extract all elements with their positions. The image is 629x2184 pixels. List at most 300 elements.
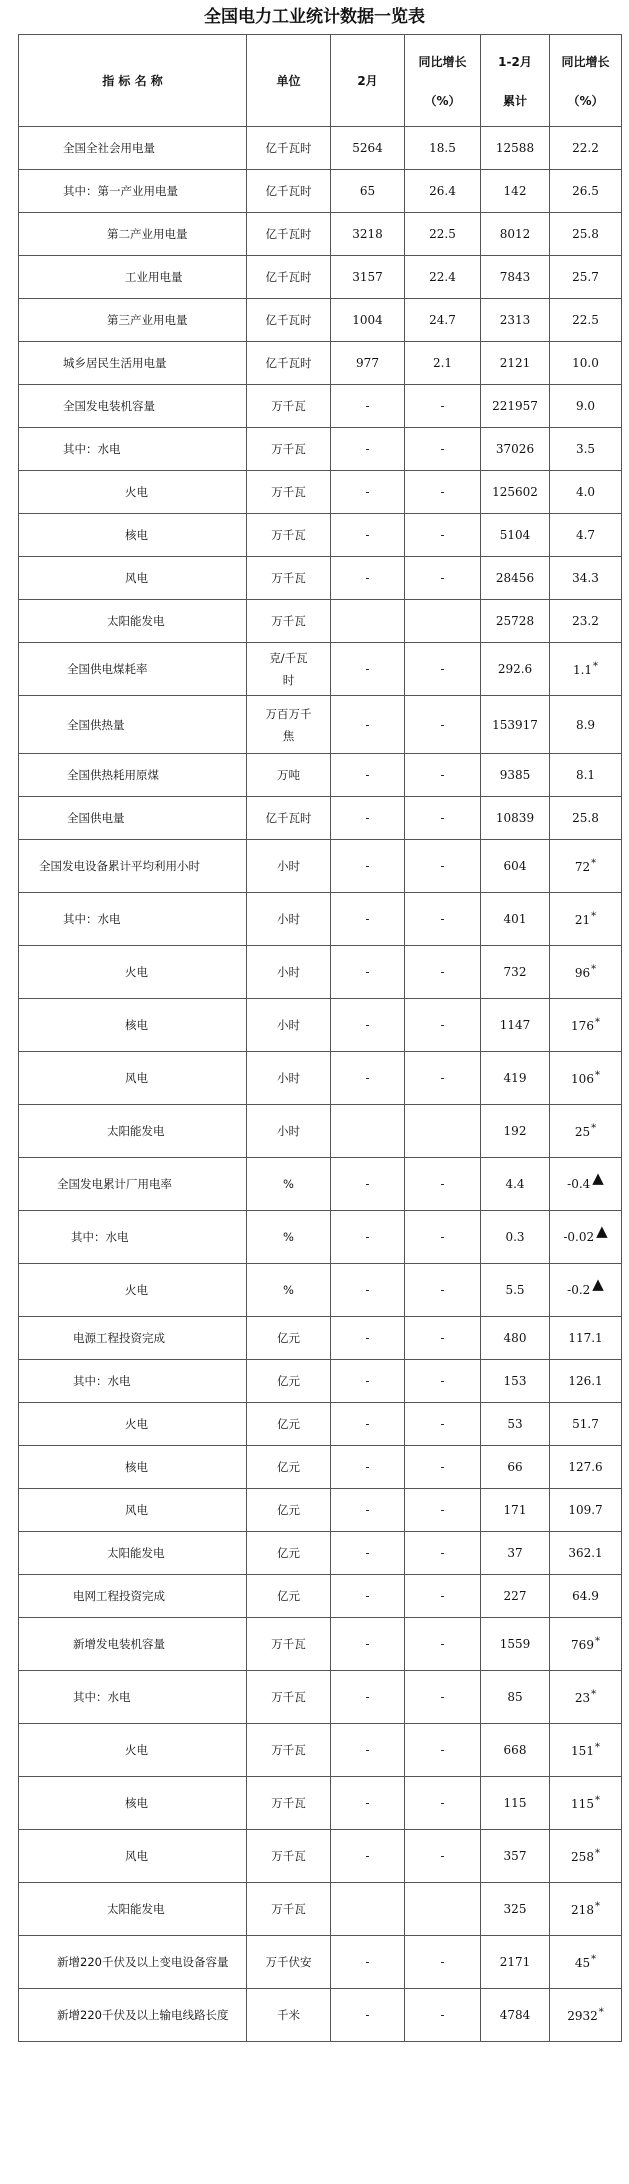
table-body (19, 127, 622, 2042)
cumulative-yoy-cell (550, 754, 622, 797)
indicator-cell: 风电 (19, 1489, 247, 1532)
cumulative-value-cell: 171 (481, 1489, 550, 1532)
table-row (19, 797, 622, 840)
month-value-cell: - (331, 1403, 405, 1446)
month-yoy-cell: - (405, 514, 481, 557)
month-yoy-cell: - (405, 1618, 481, 1671)
cumulative-yoy-cell (550, 1360, 622, 1403)
header-yoy-month (405, 35, 481, 127)
unit-cell: 万千瓦 (247, 514, 331, 557)
indicator-cell: 新增发电装机容量 (19, 1618, 247, 1671)
asterisk-note-mark: * (594, 1742, 600, 1753)
month-yoy-cell (405, 1883, 481, 1936)
month-value-cell: - (331, 1360, 405, 1403)
table-row (19, 1618, 622, 1671)
header-row (19, 35, 622, 127)
cumulative-value-cell: 1147 (481, 999, 550, 1052)
cumulative-yoy-cell (550, 1532, 622, 1575)
indicator-cell: 火电 (19, 1264, 247, 1317)
indicator-cell: 火电 (19, 1724, 247, 1777)
month-value-cell: - (331, 1158, 405, 1211)
table-row (19, 754, 622, 797)
indicator-cell: 核电 (19, 999, 247, 1052)
cumulative-yoy-value: 127.6 (568, 1460, 603, 1474)
cumulative-yoy-value: 25 (574, 1125, 591, 1139)
month-yoy-cell: - (405, 1446, 481, 1489)
month-yoy-cell: - (405, 1532, 481, 1575)
table-row (19, 1052, 622, 1105)
cumulative-value-cell: 4784 (481, 1989, 550, 2042)
month-value-cell: - (331, 946, 405, 999)
cumulative-value-cell: 668 (481, 1724, 550, 1777)
cumulative-yoy-value: 151 (571, 1744, 594, 1758)
cumulative-yoy-value: 176 (571, 1019, 594, 1033)
indicator-cell: 火电 (19, 946, 247, 999)
cumulative-value-cell: 2171 (481, 1936, 550, 1989)
cumulative-yoy-value: 23 (574, 1691, 591, 1705)
asterisk-note-mark: * (591, 1954, 597, 1965)
header-unit: 单位 (247, 35, 331, 127)
cumulative-yoy-value: 34.3 (572, 571, 599, 585)
cumulative-yoy-value: 2932 (567, 2009, 598, 2023)
cumulative-value-cell: 7843 (481, 256, 550, 299)
header-indicator: 指 标 名 称 (19, 35, 247, 127)
table-row (19, 299, 622, 342)
asterisk-note-mark: * (594, 1017, 600, 1028)
unit-cell: 万千瓦 (247, 557, 331, 600)
month-yoy-cell: - (405, 1575, 481, 1618)
unit-cell: 万千瓦 (247, 428, 331, 471)
indicator-cell: 风电 (19, 557, 247, 600)
unit-cell: 亿千瓦时 (247, 256, 331, 299)
cumulative-yoy-cell (550, 1052, 622, 1105)
asterisk-note-mark: * (591, 964, 597, 975)
month-value-cell: - (331, 514, 405, 557)
table-row (19, 600, 622, 643)
month-yoy-cell: - (405, 1777, 481, 1830)
cumulative-yoy-value: 25.8 (572, 227, 599, 241)
unit-cell: 万千瓦 (247, 600, 331, 643)
cumulative-yoy-value: 72 (574, 860, 591, 874)
cumulative-value-cell: 5.5 (481, 1264, 550, 1317)
cumulative-yoy-value: 22.2 (572, 141, 599, 155)
cumulative-yoy-cell (550, 514, 622, 557)
asterisk-note-mark: * (591, 911, 597, 922)
month-value-cell: - (331, 1052, 405, 1105)
indicator-cell: 风电 (19, 1052, 247, 1105)
table-row (19, 256, 622, 299)
month-yoy-cell: - (405, 428, 481, 471)
cumulative-yoy-cell (550, 385, 622, 428)
indicator-cell: 全国全社会用电量 (19, 127, 247, 170)
unit-cell: 万千瓦 (247, 1830, 331, 1883)
indicator-cell: 电网工程投资完成 (19, 1575, 247, 1618)
cumulative-yoy-cell (550, 840, 622, 893)
cumulative-value-cell: 221957 (481, 385, 550, 428)
cumulative-value-cell: 153917 (481, 696, 550, 754)
unit-cell: 亿元 (247, 1489, 331, 1532)
month-yoy-cell: - (405, 1158, 481, 1211)
cumulative-yoy-value: 4.7 (575, 528, 596, 542)
table-row (19, 1317, 622, 1360)
table-row (19, 1211, 622, 1264)
cumulative-yoy-value: 45 (574, 1956, 591, 1970)
cumulative-value-cell: 1559 (481, 1618, 550, 1671)
header-yoy-month-line1: 同比增长 (418, 54, 467, 69)
month-value-cell: - (331, 999, 405, 1052)
cumulative-yoy-cell (550, 299, 622, 342)
month-yoy-cell: - (405, 946, 481, 999)
month-value-cell: - (331, 1618, 405, 1671)
month-yoy-cell: 22.5 (405, 213, 481, 256)
table-row (19, 1671, 622, 1724)
cumulative-value-cell: 37 (481, 1532, 550, 1575)
cumulative-value-cell: 66 (481, 1446, 550, 1489)
cumulative-value-cell: 25728 (481, 600, 550, 643)
table-row (19, 893, 622, 946)
cumulative-value-cell: 5104 (481, 514, 550, 557)
cumulative-yoy-value: 25.8 (572, 811, 599, 825)
table-row (19, 1105, 622, 1158)
cumulative-yoy-cell (550, 696, 622, 754)
asterisk-note-mark: * (594, 1636, 600, 1647)
month-value-cell: - (331, 557, 405, 600)
indicator-cell: 第二产业用电量 (19, 213, 247, 256)
table-row (19, 1777, 622, 1830)
cumulative-yoy-cell (550, 1317, 622, 1360)
indicator-cell: 核电 (19, 1446, 247, 1489)
cumulative-value-cell: 8012 (481, 213, 550, 256)
month-yoy-cell: - (405, 643, 481, 696)
unit-cell: 亿千瓦时 (247, 299, 331, 342)
table-row (19, 514, 622, 557)
cumulative-yoy-value: 26.5 (572, 184, 599, 198)
unit-cell: 万千瓦 (247, 471, 331, 514)
indicator-cell: 城乡居民生活用电量 (19, 342, 247, 385)
month-value-cell: - (331, 1936, 405, 1989)
month-value-cell (331, 1883, 405, 1936)
table-row (19, 342, 622, 385)
month-yoy-cell: - (405, 1489, 481, 1532)
asterisk-note-mark: * (591, 858, 597, 869)
month-yoy-cell: - (405, 1211, 481, 1264)
month-value-cell: 5264 (331, 127, 405, 170)
cumulative-value-cell: 53 (481, 1403, 550, 1446)
cumulative-yoy-cell (550, 1830, 622, 1883)
unit-cell: 小时 (247, 946, 331, 999)
indicator-cell: 风电 (19, 1830, 247, 1883)
cumulative-yoy-value: 8.9 (575, 717, 596, 732)
cumulative-yoy-value: 25.7 (572, 270, 599, 284)
cumulative-yoy-cell (550, 557, 622, 600)
cumulative-yoy-cell (550, 1883, 622, 1936)
indicator-cell: 核电 (19, 1777, 247, 1830)
indicator-cell: 全国发电设备累计平均利用小时 (19, 840, 247, 893)
unit-cell: 万千瓦 (247, 1724, 331, 1777)
cumulative-value-cell: 125602 (481, 471, 550, 514)
cumulative-yoy-cell (550, 256, 622, 299)
month-value-cell: - (331, 1264, 405, 1317)
unit-cell: % (247, 1264, 331, 1317)
month-yoy-cell: - (405, 893, 481, 946)
table-row (19, 557, 622, 600)
cumulative-yoy-value: -0.2 (567, 1283, 591, 1297)
indicator-cell: 新增220千伏及以上变电设备容量 (19, 1936, 247, 1989)
unit-cell: 亿元 (247, 1317, 331, 1360)
month-yoy-cell: - (405, 1264, 481, 1317)
asterisk-note-mark: * (594, 1848, 600, 1859)
month-value-cell: - (331, 1724, 405, 1777)
indicator-cell: 全国发电累计厂用电率 (19, 1158, 247, 1211)
unit-cell: 万千伏安 (247, 1936, 331, 1989)
unit-cell: 亿元 (247, 1532, 331, 1575)
cumulative-value-cell: 142 (481, 170, 550, 213)
cumulative-yoy-cell (550, 1724, 622, 1777)
unit-cell: 亿元 (247, 1360, 331, 1403)
month-yoy-cell: - (405, 557, 481, 600)
cumulative-value-cell: 419 (481, 1052, 550, 1105)
cumulative-value-cell: 9385 (481, 754, 550, 797)
month-yoy-cell: - (405, 1989, 481, 2042)
cumulative-value-cell: 2313 (481, 299, 550, 342)
month-yoy-cell (405, 600, 481, 643)
unit-cell: % (247, 1211, 331, 1264)
unit-cell: 亿千瓦时 (247, 170, 331, 213)
cumulative-yoy-value: 64.9 (572, 1589, 599, 1603)
cumulative-value-cell: 192 (481, 1105, 550, 1158)
month-value-cell: - (331, 1532, 405, 1575)
unit-cell: 小时 (247, 893, 331, 946)
month-value-cell: - (331, 1671, 405, 1724)
unit-cell: 千米 (247, 1989, 331, 2042)
cumulative-yoy-value: 258 (571, 1850, 594, 1864)
table-row (19, 1264, 622, 1317)
month-yoy-cell: 26.4 (405, 170, 481, 213)
unit-cell: 亿千瓦时 (247, 127, 331, 170)
month-yoy-cell: - (405, 840, 481, 893)
cumulative-yoy-value: 1.1 (572, 663, 593, 677)
cumulative-yoy-cell (550, 1989, 622, 2042)
unit-cell: 万百万千焦 (247, 696, 331, 754)
table-row (19, 999, 622, 1052)
month-yoy-cell: - (405, 696, 481, 754)
month-value-cell: - (331, 1446, 405, 1489)
table-row (19, 170, 622, 213)
month-yoy-cell: - (405, 1936, 481, 1989)
cumulative-value-cell: 10839 (481, 797, 550, 840)
indicator-cell: 其中：水电 (19, 428, 247, 471)
month-value-cell: - (331, 1575, 405, 1618)
triangle-note-mark: ▲ (592, 1169, 604, 1187)
indicator-cell: 其中：第一产业用电量 (19, 170, 247, 213)
unit-cell: 亿千瓦时 (247, 797, 331, 840)
cumulative-yoy-value: 218 (571, 1903, 594, 1917)
table-row (19, 471, 622, 514)
cumulative-yoy-cell (550, 1777, 622, 1830)
cumulative-yoy-cell (550, 1671, 622, 1724)
month-yoy-cell: 18.5 (405, 127, 481, 170)
unit-cell: 万千瓦 (247, 1883, 331, 1936)
month-value-cell: - (331, 643, 405, 696)
cumulative-yoy-cell (550, 893, 622, 946)
cumulative-yoy-value: -0.4 (567, 1177, 591, 1191)
unit-cell: 万千瓦 (247, 1671, 331, 1724)
indicator-cell: 第三产业用电量 (19, 299, 247, 342)
unit-cell: 亿千瓦时 (247, 342, 331, 385)
asterisk-note-mark: * (594, 1070, 600, 1081)
indicator-cell: 火电 (19, 471, 247, 514)
table-row (19, 1883, 622, 1936)
cumulative-value-cell: 37026 (481, 428, 550, 471)
table-row (19, 1989, 622, 2042)
month-yoy-cell: - (405, 1724, 481, 1777)
indicator-cell: 全国供热耗用原煤 (19, 754, 247, 797)
month-value-cell: - (331, 1211, 405, 1264)
header-cumulative-line2: 累计 (502, 93, 527, 108)
table-row (19, 946, 622, 999)
cumulative-yoy-value: 3.5 (575, 442, 596, 456)
month-value-cell: - (331, 754, 405, 797)
cumulative-value-cell: 357 (481, 1830, 550, 1883)
month-yoy-cell: - (405, 385, 481, 428)
table-row (19, 1360, 622, 1403)
month-yoy-cell: - (405, 1317, 481, 1360)
table-row (19, 840, 622, 893)
cumulative-yoy-value: 769 (571, 1638, 594, 1652)
asterisk-note-mark: * (593, 661, 599, 672)
month-yoy-cell: 2.1 (405, 342, 481, 385)
cumulative-yoy-value: 9.0 (575, 399, 596, 413)
month-yoy-cell: - (405, 797, 481, 840)
unit-cell: 万千瓦 (247, 1777, 331, 1830)
table-row (19, 1575, 622, 1618)
asterisk-note-mark: * (598, 2007, 604, 2018)
table-row (19, 428, 622, 471)
month-value-cell: - (331, 471, 405, 514)
asterisk-note-mark: * (591, 1689, 597, 1700)
table-row (19, 643, 622, 696)
cumulative-yoy-cell (550, 127, 622, 170)
table-row (19, 1489, 622, 1532)
unit-cell: 小时 (247, 840, 331, 893)
cumulative-value-cell: 732 (481, 946, 550, 999)
cumulative-yoy-cell (550, 1489, 622, 1532)
month-value-cell (331, 600, 405, 643)
cumulative-yoy-cell (550, 999, 622, 1052)
month-value-cell: 3218 (331, 213, 405, 256)
cumulative-value-cell: 227 (481, 1575, 550, 1618)
cumulative-value-cell: 115 (481, 1777, 550, 1830)
cumulative-yoy-cell (550, 170, 622, 213)
month-value-cell: - (331, 840, 405, 893)
table-row (19, 1446, 622, 1489)
month-yoy-cell: - (405, 471, 481, 514)
cumulative-yoy-value: 4.0 (575, 485, 596, 499)
unit-cell: 亿元 (247, 1446, 331, 1489)
cumulative-value-cell: 2121 (481, 342, 550, 385)
cumulative-yoy-cell (550, 643, 622, 696)
statistics-table (18, 34, 622, 2042)
unit-cell: 亿元 (247, 1403, 331, 1446)
triangle-note-mark: ▲ (592, 1275, 604, 1293)
table-row (19, 385, 622, 428)
cumulative-yoy-value: 22.5 (572, 313, 599, 327)
unit-cell: 万千瓦 (247, 385, 331, 428)
month-yoy-cell: - (405, 1052, 481, 1105)
header-cumulative-line1: 1-2月 (498, 54, 532, 69)
month-value-cell: 977 (331, 342, 405, 385)
month-yoy-cell: - (405, 754, 481, 797)
cumulative-yoy-cell (550, 1158, 622, 1211)
cumulative-yoy-value: 109.7 (568, 1503, 603, 1517)
indicator-cell: 工业用电量 (19, 256, 247, 299)
month-value-cell: - (331, 797, 405, 840)
month-value-cell: 3157 (331, 256, 405, 299)
month-yoy-cell: - (405, 1830, 481, 1883)
month-value-cell: - (331, 1317, 405, 1360)
indicator-cell: 其中：水电 (19, 1360, 247, 1403)
header-yoy-cumulative (550, 35, 622, 127)
table-title: 全国电力工业统计数据一览表 (204, 7, 425, 27)
table-row (19, 1158, 622, 1211)
cumulative-value-cell: 401 (481, 893, 550, 946)
unit-cell: 万吨 (247, 754, 331, 797)
cumulative-yoy-cell (550, 428, 622, 471)
indicator-cell: 全国供电煤耗率 (19, 643, 247, 696)
cumulative-value-cell: 153 (481, 1360, 550, 1403)
asterisk-note-mark: * (594, 1795, 600, 1806)
month-value-cell: 65 (331, 170, 405, 213)
unit-cell: 小时 (247, 1105, 331, 1158)
cumulative-yoy-cell (550, 471, 622, 514)
month-yoy-cell: - (405, 1671, 481, 1724)
cumulative-value-cell: 12588 (481, 127, 550, 170)
month-yoy-cell: - (405, 999, 481, 1052)
cumulative-yoy-cell (550, 1618, 622, 1671)
asterisk-note-mark: * (594, 1901, 600, 1912)
month-value-cell: - (331, 1489, 405, 1532)
month-yoy-cell: - (405, 1403, 481, 1446)
month-value-cell: - (331, 696, 405, 754)
table-row (19, 1403, 622, 1446)
cumulative-yoy-value: 115 (571, 1797, 594, 1811)
month-value-cell: - (331, 428, 405, 471)
indicator-cell: 其中：水电 (19, 1671, 247, 1724)
cumulative-yoy-value: 126.1 (568, 1374, 603, 1388)
table-row (19, 1936, 622, 1989)
cumulative-yoy-cell (550, 1105, 622, 1158)
table-row (19, 1830, 622, 1883)
month-value-cell: - (331, 1989, 405, 2042)
table-row (19, 127, 622, 170)
indicator-cell: 全国发电装机容量 (19, 385, 247, 428)
cumulative-yoy-cell (550, 600, 622, 643)
cumulative-value-cell: 292.6 (481, 643, 550, 696)
header-yoy-cumulative-line1: 同比增长 (561, 54, 610, 69)
asterisk-note-mark: * (591, 1123, 597, 1134)
unit-cell: 亿千瓦时 (247, 213, 331, 256)
indicator-cell: 新增220千伏及以上输电线路长度 (19, 1989, 247, 2042)
month-yoy-cell: 22.4 (405, 256, 481, 299)
indicator-cell: 全国供热量 (19, 696, 247, 754)
cumulative-yoy-value: 8.1 (575, 768, 596, 782)
indicator-cell: 太阳能发电 (19, 600, 247, 643)
cumulative-yoy-cell (550, 1575, 622, 1618)
cumulative-value-cell: 85 (481, 1671, 550, 1724)
month-yoy-cell: - (405, 1360, 481, 1403)
month-value-cell (331, 1105, 405, 1158)
cumulative-yoy-cell (550, 342, 622, 385)
